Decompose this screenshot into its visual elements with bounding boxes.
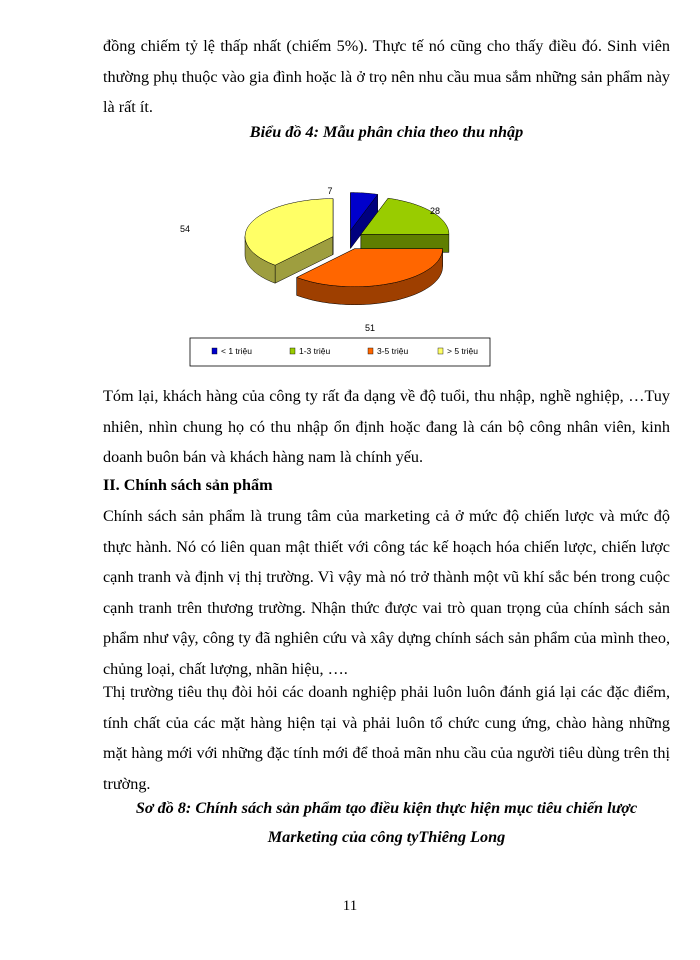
paragraph-market: Thị trường tiêu thụ đòi hỏi các doanh nghiệp phải luôn luôn đánh giá lại các đặc điểm, tính chất của các mặt hàng hiện tại và phải luôn tổ chức cung ứng, chào hàng những mặt hàng mới với những đặc tính mới để thoả mãn nhu cầu của người tiêu dùng trên thị trường. bbox=[103, 683, 670, 793]
legend-label: < 1 triệu bbox=[221, 346, 252, 356]
paragraph-intro: đồng chiếm tỷ lệ thấp nhất (chiếm 5%). Thực tế nó cũng cho thấy điều đó. Sinh viên thường phụ thuộc vào gia đình hoặc là ở trọ nên nhu cầu mua sắm những sản phẩm này là rất ít. bbox=[103, 37, 670, 116]
pie-data-label-1: 28 bbox=[429, 206, 441, 216]
legend-swatch bbox=[290, 348, 295, 354]
diagram-caption-line1: Sơ đồ 8: Chính sách sản phẩm tạo điều kiện thực hiện mục tiêu chiến lược bbox=[135, 799, 638, 817]
chart-caption: Biểu đồ 4: Mẫu phân chia theo thu nhập bbox=[249, 123, 524, 141]
legend-label: 3-5 triệu bbox=[377, 346, 409, 356]
paragraph-product-policy: Chính sách sản phẩm là trung tâm của marketing cả ở mức độ chiến lược và mức độ thực hành. Nó có liên quan mật thiết với công tác kế hoạch hóa chiến lược, chiến lược cạnh tranh và định vị thị trường. Vì vậy mà nó trở thành một vũ khí sắc bén trong cuộc cạnh tranh trên thương trường. Nhận thức được vai trò quan trọng của chính sách sản phẩm như vậy, công ty đã nghiên cứu và xây dựng chính sách sản phẩm của mình theo, chủng loại, chất lượng, nhãn hiệu, …. bbox=[103, 507, 670, 678]
legend-swatch bbox=[438, 348, 443, 354]
pie-slices bbox=[245, 193, 449, 305]
diagram-caption-line2: Marketing của công tyThiêng Long bbox=[267, 828, 506, 846]
legend-label: 1-3 triệu bbox=[299, 346, 331, 356]
legend-swatch bbox=[212, 348, 217, 354]
pie-data-label-2: 51 bbox=[364, 323, 376, 333]
page-number: 11 bbox=[342, 898, 358, 914]
pie-data-label-3: 54 bbox=[179, 224, 191, 234]
pie-data-label-0: 7 bbox=[327, 186, 333, 196]
chart-legend bbox=[190, 338, 490, 366]
legend-label: > 5 triệu bbox=[447, 346, 478, 356]
paragraph-summary: Tóm lại, khách hàng của công ty rất đa dạng về độ tuổi, thu nhập, nghề nghiệp, …Tuy nhiên, nhìn chung họ có thu nhập ổn định hoặc đang là cán bộ công nhân viên, kinh doanh buôn bán và khách hàng nam là chính yếu. bbox=[103, 387, 670, 466]
legend-swatch bbox=[368, 348, 373, 354]
income-pie-chart bbox=[160, 180, 520, 375]
section-heading: II. Chính sách sản phẩm bbox=[103, 476, 273, 494]
